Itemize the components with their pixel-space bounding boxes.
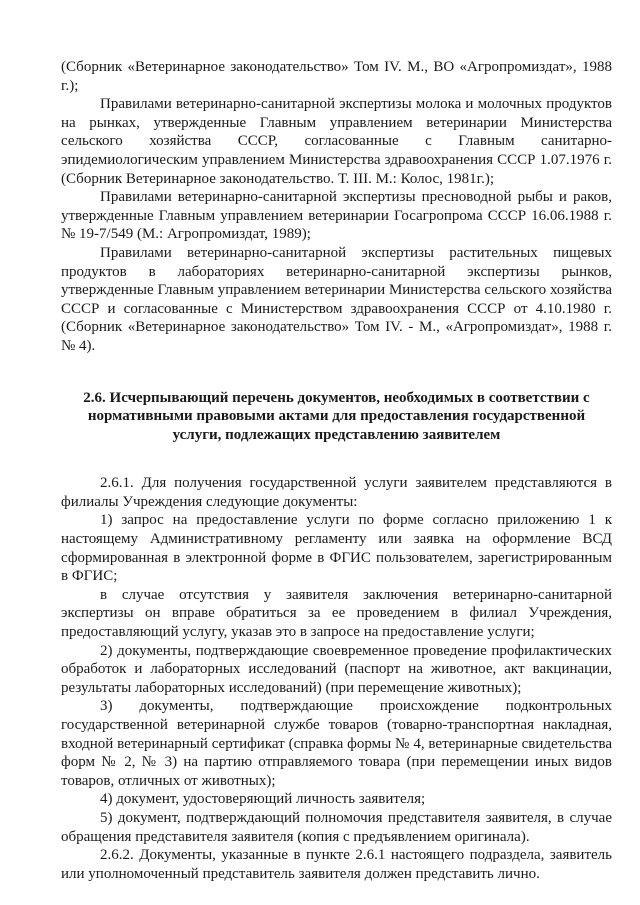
paragraph-collection-reference: (Сборник «Ветеринарное законодательство» Том IV. М., ВО «Агропромиздат», 1988 г.); (61, 59, 612, 94)
list-item-1-note: в случае отсутствия у заявителя заключения ветеринарно-санитарной экспертизы он вправе обратиться за ее проведением в филиал Учреждения, предоставляющий услугу, указав это в запросе на предоставление услуги; (61, 586, 612, 641)
paragraph-2-6-2: 2.6.2. Документы, указанные в пункте 2.6.1 настоящего подраздела, заявитель или уполномоченный представитель заявителя должен представить лично. (61, 847, 612, 882)
section-heading: 2.6. Исчерпывающий перечень документов, необходимых в соответствии с нормативными правовыми актами для предоставления государственной услуги, подлежащих представлению заявителем (83, 389, 590, 443)
list-item-2: 2) документы, подтверждающие своевременное проведение профилактических обработок и лабораторных исследований (паспорт на животное, акт вакцинации, результаты лабораторных исследований) (при перемещение животных); (61, 642, 612, 696)
list-item-3: 3) документы, подтверждающие происхождение подконтрольных государственной ветеринарной службе товаров (товарно-транспортная накладная, входной ветеринарный сертификат (справка формы № 4, ветеринарные свидетельства форм № 2, № 3) на партию отправляемого товара (при перемещении иных видов товаров, отличных от животных); (61, 698, 612, 789)
document-body (61, 58, 612, 883)
list-item-5: 5) документ, подтверждающий полномочия представителя заявителя, в случае обращения представителя заявителя (копия с предъявлением оригинала). (61, 809, 612, 845)
list-item-4: 4) документ, удостоверяющий личность заявителя; (100, 791, 426, 808)
list-item-1: 1) запрос на предоставление услуги по форме согласно приложению 1 к настоящему Административному регламенту или заявка на оформление ВСД сформированная в электронной форме в ФГИС пользователем, зарегистрированным в ФГИС; (61, 512, 612, 585)
paragraph-2-6-1: 2.6.1. Для получения государственной услуги заявителем представляются в филиалы Учреждения следующие документы: (61, 475, 612, 510)
paragraph-fish-rules: Правилами ветеринарно-санитарной экспертизы пресноводной рыбы и раков, утвержденные Главным управлением ветеринарии Госагропрома СССР 16.06.1988 г. № 19-7/549 (М.: Агропромиздат, 1989); (61, 189, 612, 243)
paragraph-milk-rules: Правилами ветеринарно-санитарной экспертизы молока и молочных продуктов на рынках, утвержденные Главным управлением ветеринарии Министерства сельского хозяйства СССР, согласованные с Главным санитарно-эпидемиологическим управлением Министерства здравоохранения СССР 1.07.1976 г. (Сборник Ветеринарное законодательство. Т. III. М.: Колос, 1981г.); (61, 96, 612, 187)
paragraph-plant-products-rules: Правилами ветеринарно-санитарной экспертизы растительных пищевых продуктов в лабораториях ветеринарно-санитарной экспертизы рынков, утвержденные Главным управлением ветеринарии Министерства сельского хозяйства СССР и согласованные с Министерством здравоохранения СССР от 4.10.1980 г. (Сборник «Ветеринарное законодательство» Том IV. - М., «Агропромиздат», 1988 г. № 4). (61, 244, 612, 354)
